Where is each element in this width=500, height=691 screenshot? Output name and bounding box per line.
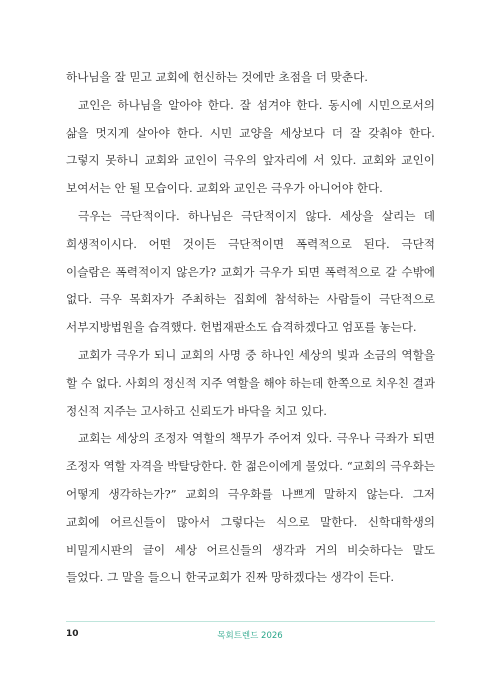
- footer-divider: [66, 621, 435, 622]
- paragraph-5: 교회는 세상의 조정자 역할의 책무가 주어져 있다. 극우나 극좌가 되면 조정자 역할 자격을 박탈당한다. 한 젊은이에게 물었다. “교회의 극우화는 어떻게 생각하는가?” 교회의 극우화를 나쁘게 말하지 않는다. 그저 교회에 어르신들이 많아서 그렇다는 식으로 말한다. 신학대학생의 비밀게시판의 글이 세상 어르신들의 생각과 거의 비슷하다는 말도 들었다. 그 말을 들으니 한국교회가 진짜 망하겠다는 생각이 든다.: [66, 431, 435, 585]
- body-text: [66, 64, 435, 592]
- page-number: 10: [66, 629, 79, 639]
- paragraph-4: 교회가 극우가 되니 교회의 사명 중 하나인 세상의 빛과 소금의 역할을 할 수 없다. 사회의 정신적 지주 역할을 해야 하는데 한쪽으로 치우친 결과 정신적 지주는 고사하고 신뢰도가 바닥을 치고 있다.: [66, 347, 436, 418]
- paragraph-1: 하나님을 잘 믿고 교회에 헌신하는 것에만 초점을 더 맞춘다.: [66, 70, 368, 84]
- running-title: 목회트렌드 2026: [217, 631, 283, 641]
- paragraph-3: 극우는 극단적이다. 하나님은 극단적이지 않다. 세상을 살리는 데 희생적이시다. 어떤 것이든 극단적이면 폭력적으로 된다. 극단적 이슬람은 폭력적이지 않은가? 교회가 극우가 되면 폭력적으로 갈 수밖에 없다. 극우 목회자가 주최하는 집회에 참석하는 사람들이 극단적으로 서부지방법원을 습격했다. 헌법재판소도 습격하겠다고 엄포를 놓는다.: [66, 208, 435, 335]
- paragraph-2: 교인은 하나님을 알아야 한다. 잘 섬겨야 한다. 동시에 시민으로서의 삶을 멋지게 살아야 한다. 시민 교양을 세상보다 더 잘 갖춰야 한다. 그렇지 못하니 교회와 교인이 극우의 앞자리에 서 있다. 교회와 교인이 보여서는 안 될 모습이다. 교회와 교인은 극우가 아니어야 한다.: [66, 97, 435, 196]
